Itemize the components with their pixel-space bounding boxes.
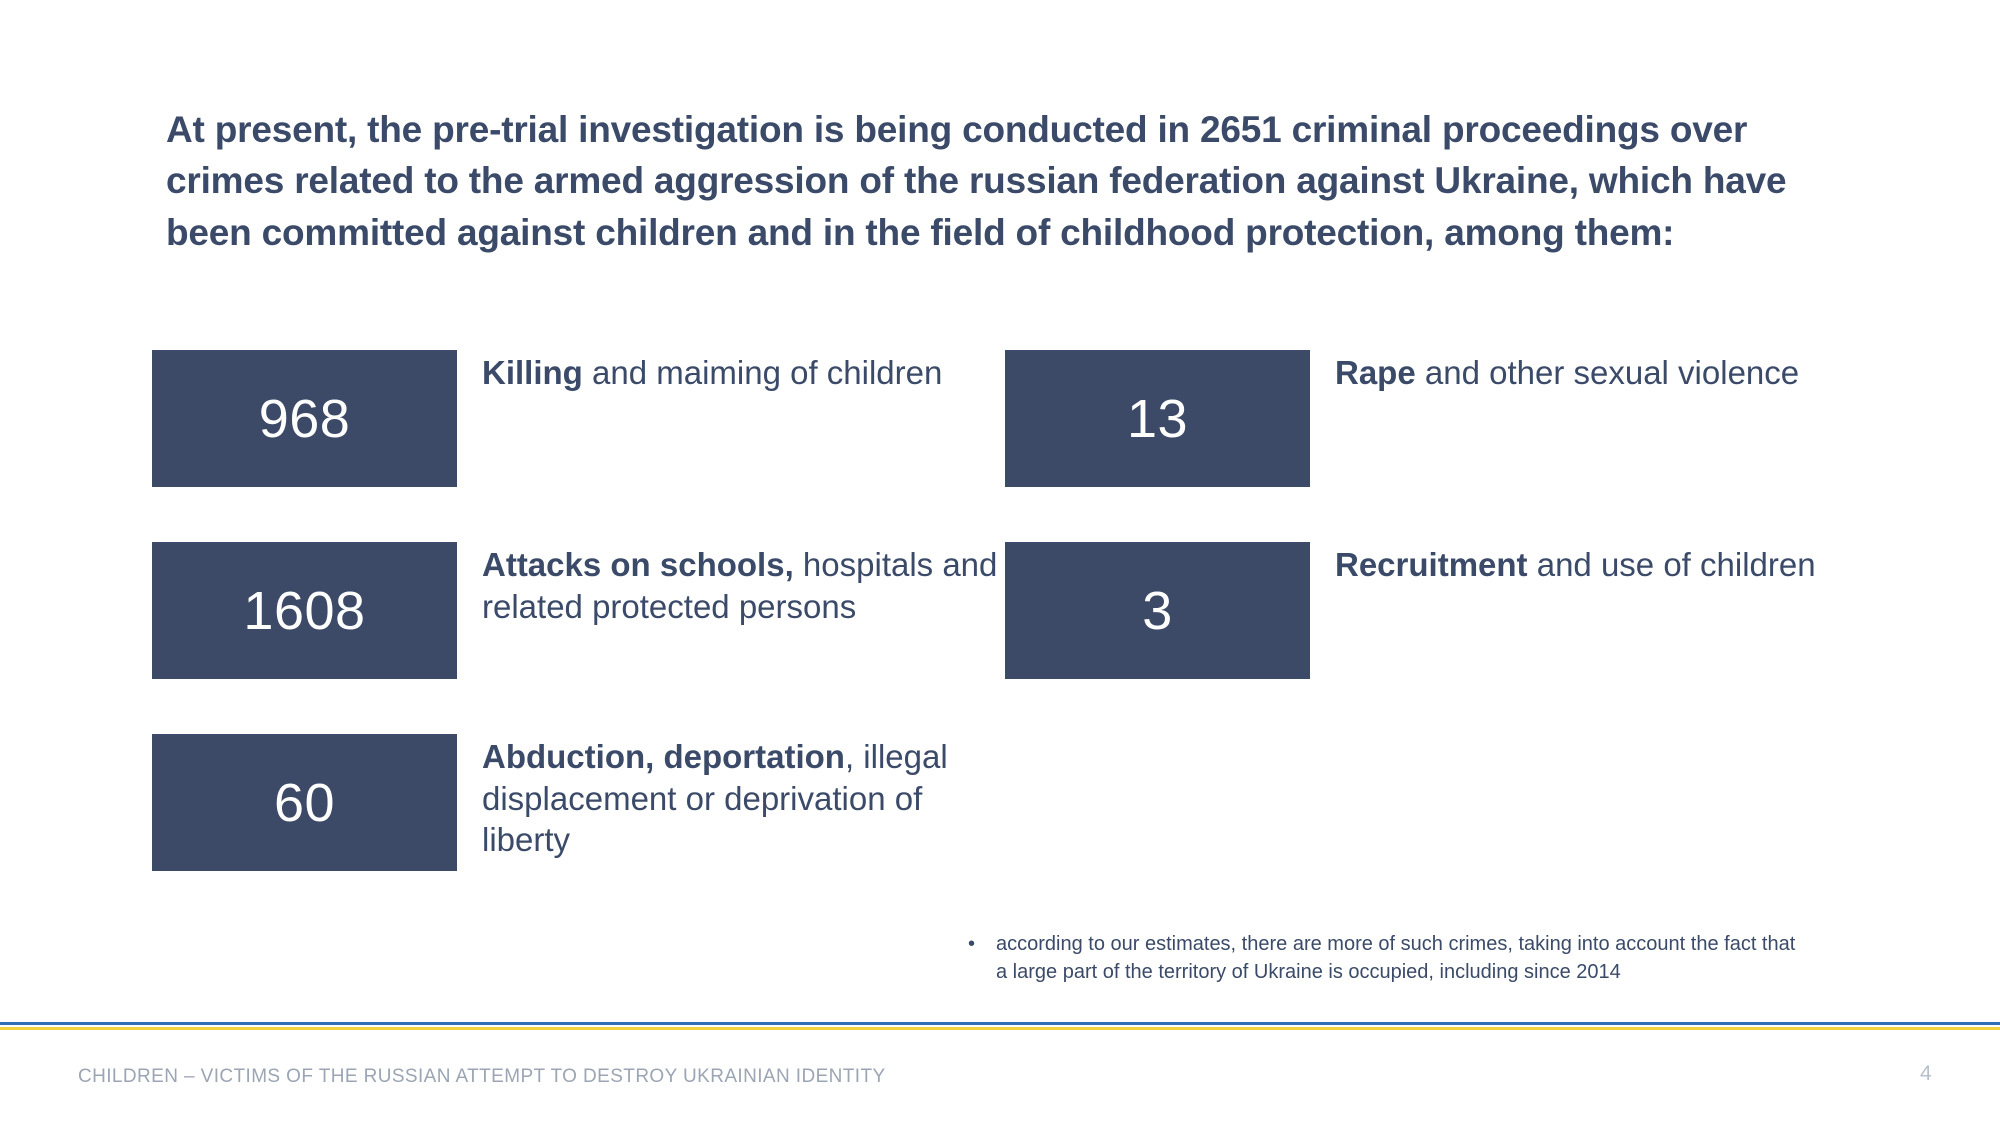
stat-item-recruitment xyxy=(1005,542,1865,679)
stat-item-killing xyxy=(152,350,1012,487)
stat-label-rest: and use of children xyxy=(1536,546,1816,583)
footnote-text: according to our estimates, there are more of such crimes, taking into account the fact that a large part of the territory of Ukraine is occupied, including since 2014 xyxy=(996,933,1796,984)
stat-item-attacks-on-schools xyxy=(152,542,1012,679)
divider-yellow xyxy=(0,1027,2000,1030)
stat-number-box xyxy=(152,542,457,679)
stat-number: 1608 xyxy=(243,580,366,641)
divider-blue xyxy=(0,1022,2000,1025)
stat-label-lead: Recruitment xyxy=(1335,546,1528,583)
stat-number: 968 xyxy=(258,388,351,449)
statistics-column-left xyxy=(152,350,1012,926)
bullet-icon: • xyxy=(968,933,976,955)
footnote xyxy=(968,930,1808,987)
stat-item-rape xyxy=(1005,350,1865,487)
stat-label xyxy=(482,542,1012,627)
stat-label-rest: and other sexual violence xyxy=(1424,354,1800,391)
stat-number: 3 xyxy=(1142,580,1173,641)
stat-number-box xyxy=(1005,350,1310,487)
stat-label-rest: and maiming of children xyxy=(592,354,943,391)
stat-number-box xyxy=(1005,542,1310,679)
page-title: At present, the pre-trial investigation is being conducted in 2651 criminal proceedings over crimes related to the armed aggression of the russian federation against Ukraine, which have been committed against children and in the field of childhood protection, among them: xyxy=(166,109,1787,253)
stat-label xyxy=(482,734,1012,861)
stat-label xyxy=(1335,542,1816,586)
stat-number-box xyxy=(152,350,457,487)
stat-number: 13 xyxy=(1126,388,1189,449)
stat-label-lead: Killing xyxy=(482,354,583,391)
footer-label: CHILDREN – VICTIMS OF THE RUSSIAN ATTEMPT TO DESTROY UKRAINIAN IDENTITY xyxy=(78,1066,886,1087)
stat-label xyxy=(482,350,942,394)
stat-label-lead: Rape xyxy=(1335,354,1416,391)
stat-label-lead: Abduction, deportation xyxy=(482,738,845,775)
page-number: 4 xyxy=(1920,1062,1932,1085)
stat-number: 60 xyxy=(273,772,336,833)
stat-label-rest: , illegal displacement or deprivation of liberty xyxy=(482,738,948,859)
stat-item-abduction xyxy=(152,734,1012,871)
stat-label xyxy=(1335,350,1799,394)
stat-label-rest: hospitals and related protected persons xyxy=(482,546,998,625)
stat-label-lead: Attacks on schools, xyxy=(482,546,794,583)
statistics-column-right xyxy=(1005,350,1865,734)
stat-number-box xyxy=(152,734,457,871)
